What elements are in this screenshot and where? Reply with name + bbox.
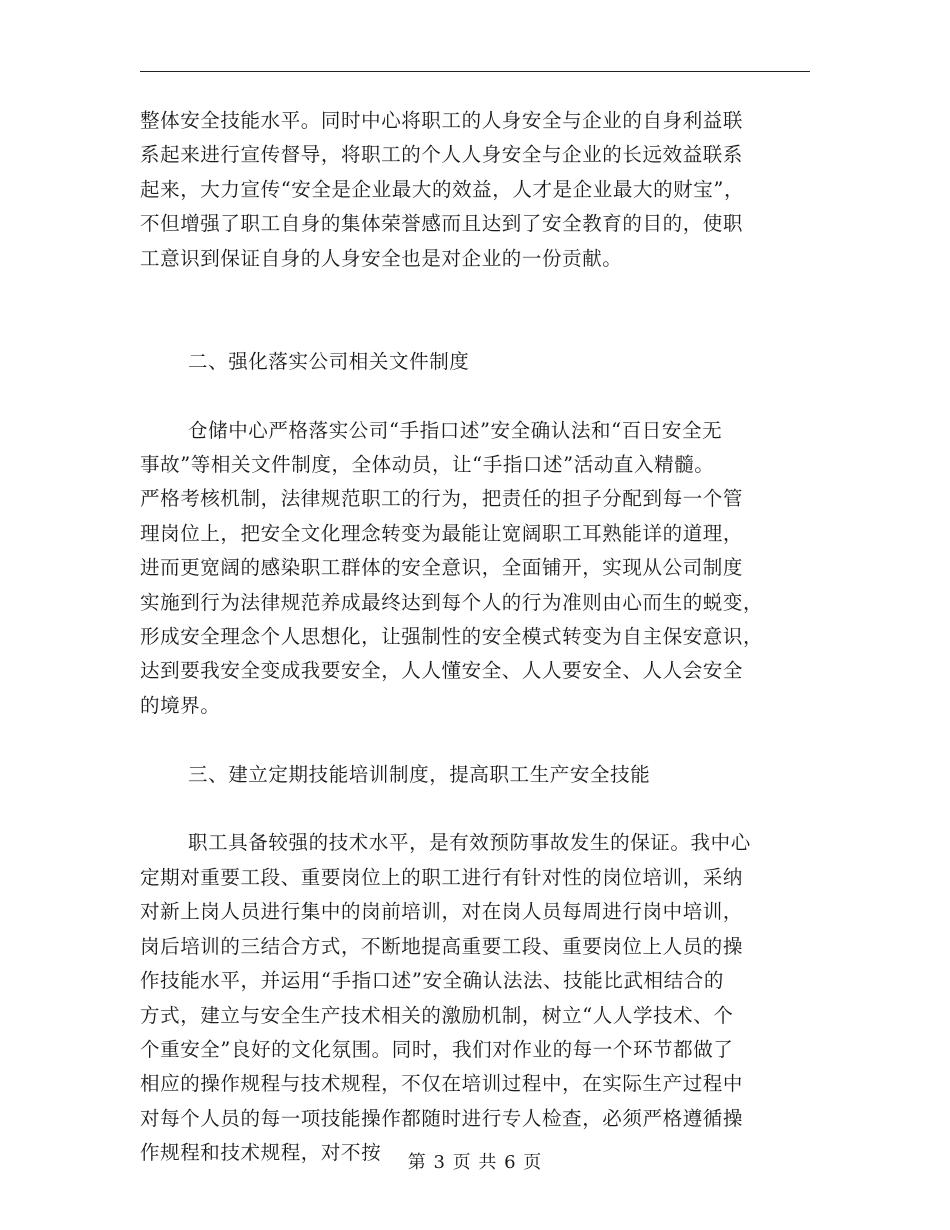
- para3-line: 定期对重要工段、重要岗位上的职工进行有针对性的岗位培训，采纳: [140, 865, 744, 889]
- para2-line: 仓储中心严格落实公司“手指口述”安全确认法和“百日安全无: [188, 418, 723, 442]
- page-number-footer: 第 3 页 共 6 页: [407, 1152, 543, 1173]
- paragraph-2: [140, 414, 810, 724]
- para2-line: 事故”等相关文件制度，全体动员，让“手指口述”活动直入精髓。: [140, 453, 715, 477]
- document-body: [140, 104, 810, 1171]
- para2-line: 的境界。: [140, 693, 221, 717]
- para3-line: 个重安全”良好的文化氛围。同时，我们对作业的每一个环节都做了: [140, 1037, 734, 1061]
- para3-line: 作技能水平，并运用“手指口述”安全确认法法、技能比武相结合的: [140, 969, 724, 993]
- para2-line: 进而更宽阔的感染职工群体的安全意识，全面铺开，实现从公司制度: [140, 556, 744, 580]
- para3-line: 职工具备较强的技术水平，是有效预防事故发生的保证。我中心: [188, 831, 751, 855]
- para3-line: 对新上岗人员进行集中的岗前培训，对在岗人员每周进行岗中培训，: [140, 900, 744, 924]
- section-heading-2: 二、强化落实公司相关文件制度: [188, 349, 470, 373]
- para2-line: 严格考核机制，法律规范职工的行为，把责任的担子分配到每一个管: [140, 487, 744, 511]
- para1-line: 工意识到保证自身的人身安全也是对企业的一份贡献。: [140, 246, 623, 270]
- para3-line: 对每个人员的每一项技能操作都随时进行专人检查，必须严格遵循操: [140, 1106, 744, 1130]
- header-rule: [140, 71, 810, 72]
- para3-line: 相应的操作规程与技术规程，不仅在培训过程中，在实际生产过程中: [140, 1072, 744, 1096]
- para1-line: 起来，大力宣传“安全是企业最大的效益，人才是企业最大的财宝”，: [140, 177, 745, 201]
- para1-line: 系起来进行宣传督导，将职工的个人人身安全与企业的长远效益联系: [140, 143, 744, 167]
- section-heading-3: 三、建立定期技能培训制度，提高职工生产安全技能: [188, 762, 651, 786]
- para1-line: 不但增强了职工自身的集体荣誉感而且达到了安全教育的目的，使职: [140, 212, 744, 236]
- para3-line: 作规程和技术规程，对不按: [140, 1141, 382, 1165]
- para3-line: 岗后培训的三结合方式，不断地提高重要工段、重要岗位上人员的操: [140, 934, 744, 958]
- para1-line: 整体安全技能水平。同时中心将职工的人身安全与企业的自身利益联: [140, 109, 744, 132]
- para3-line: 方式，建立与安全生产技术相关的激励机制，树立“人人学技术、个: [140, 1003, 734, 1027]
- para2-line: 形成安全理念个人思想化，让强制性的安全模式转变为自主保安意识，: [140, 625, 764, 649]
- para2-line: 实施到行为法律规范养成最终达到每个人的行为准则由心而生的蜕变，: [140, 590, 764, 614]
- paragraph-1: [140, 104, 810, 276]
- para2-line: 理岗位上，把安全文化理念转变为最能让宽阔职工耳熟能详的道理，: [140, 521, 744, 545]
- paragraph-3: [140, 826, 810, 1170]
- para2-line: 达到要我安全变成我要安全，人人懂安全、人人要安全、人人会安全: [140, 659, 744, 683]
